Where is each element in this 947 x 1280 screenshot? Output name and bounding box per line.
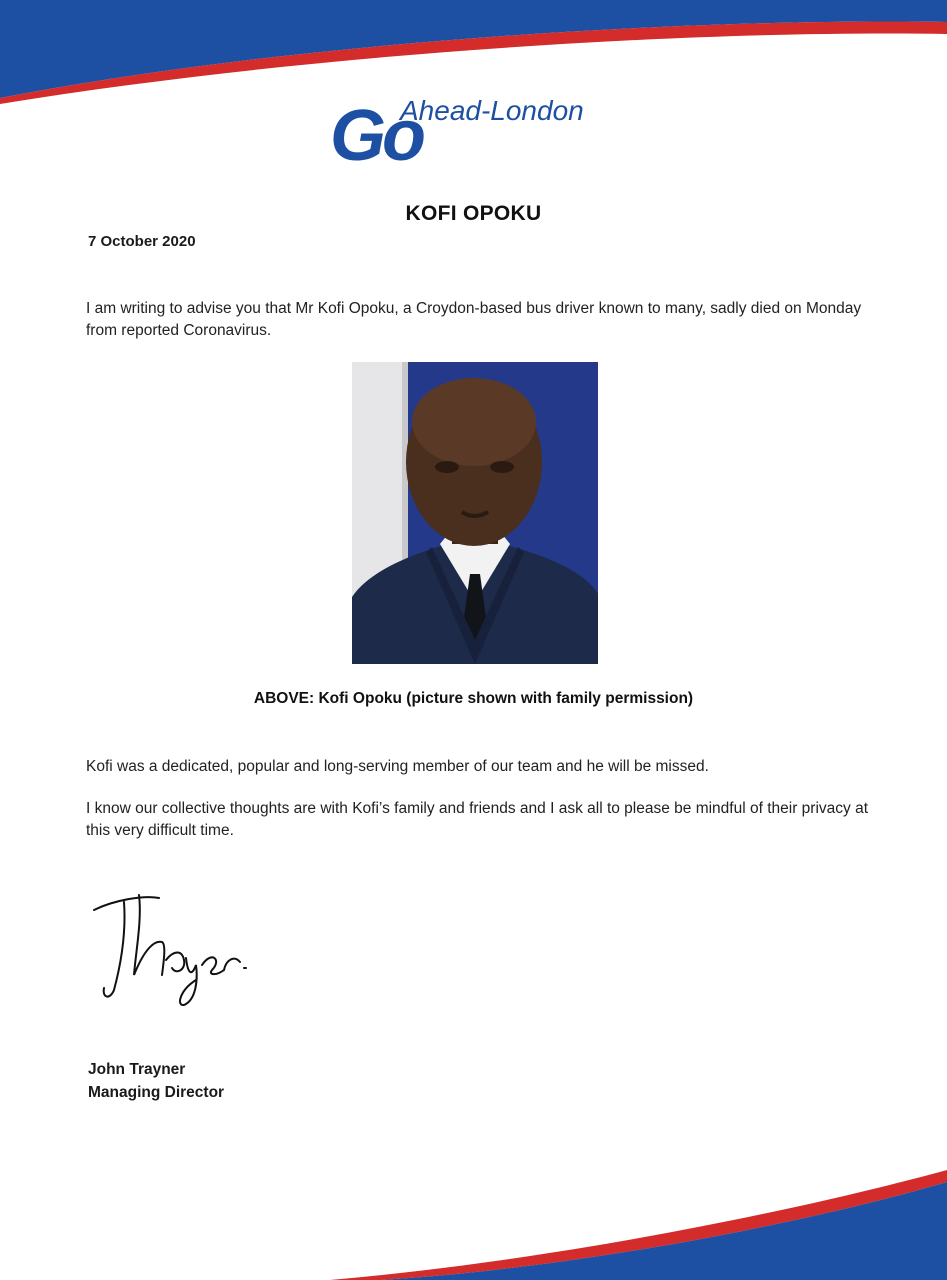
photo-caption: ABOVE: Kofi Opoku (picture shown with family permission) [253, 690, 694, 707]
footer-swoosh-decoration [0, 1150, 947, 1280]
signatory-name: John Trayner [88, 1061, 186, 1078]
paragraph-condolences: I know our collective thoughts are with Kofi’s family and friends and I ask all to please be mindful of their privacy at this very difficult time. [86, 800, 869, 839]
handwritten-signature [84, 880, 274, 1010]
portrait-photo [352, 362, 598, 664]
signatory-block [88, 1058, 224, 1104]
paragraph-announcement: I am writing to advise you that Mr Kofi Opoku, a Croydon-based bus driver known to many, sadly died on Monday from reported Coronavirus. [86, 300, 862, 339]
letter-title: KOFI OPOKU [405, 202, 542, 225]
logo-ahead-london-text: Ahead-London [400, 95, 584, 126]
letter-date: 7 October 2020 [88, 233, 196, 250]
logo-go-text: Go [330, 96, 422, 168]
signatory-title: Managing Director [88, 1084, 225, 1101]
go-ahead-london-logo [330, 88, 630, 168]
paragraph-tribute: Kofi was a dedicated, popular and long-serving member of our team and he will be missed. [86, 758, 709, 775]
